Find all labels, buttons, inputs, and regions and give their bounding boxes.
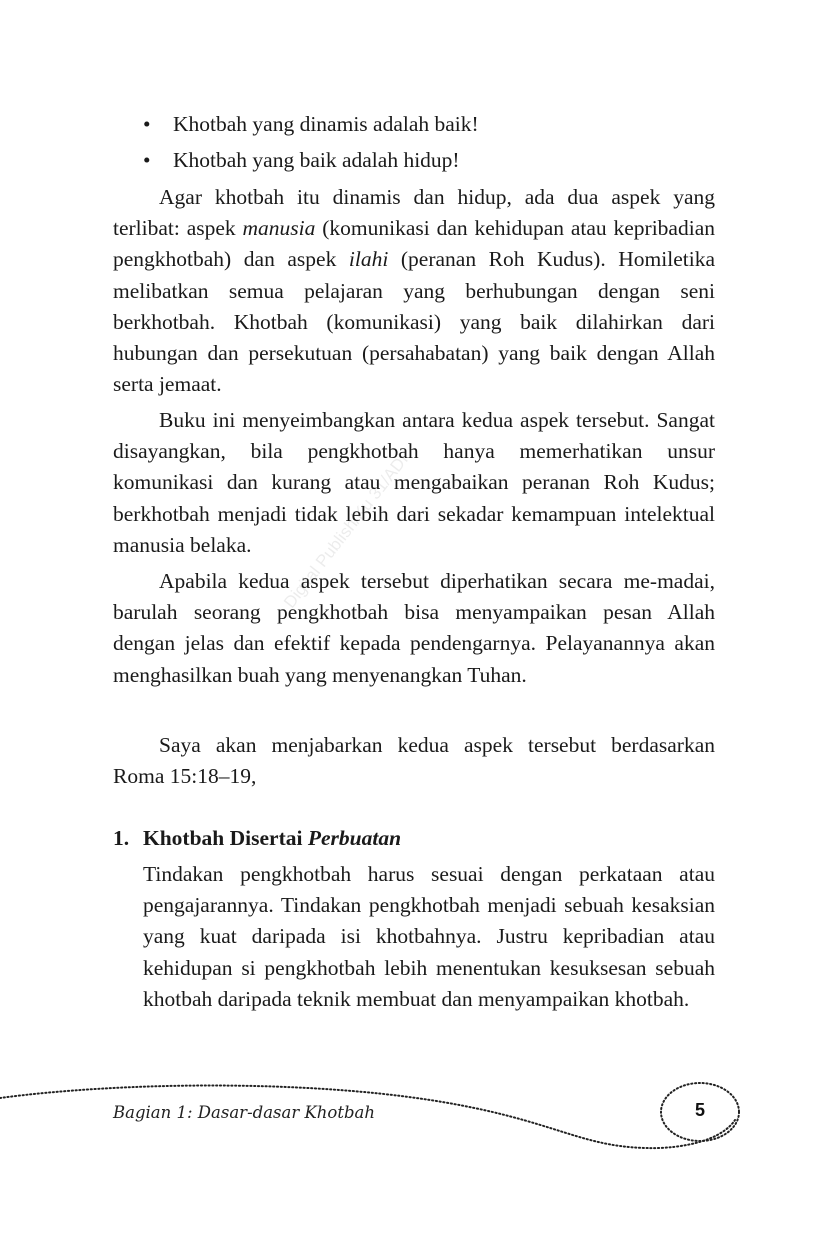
emphasis-manusia: manusia xyxy=(242,216,316,241)
page-number: 5 xyxy=(694,1100,705,1120)
bullet-list xyxy=(113,106,715,178)
section-title: Khotbah Disertai xyxy=(143,826,308,850)
paragraph-roma xyxy=(113,730,715,792)
paragraph-effective: Apabila kedua aspek tersebut diperhatikan secara me-madai, barulah seorang pengkhotbah bisa menyampaikan pesan Allah dengan jelas dan efektif kepada pendengarnya. Pelayanannya akan menghasilkan buah yang menyenangkan Tuhan. xyxy=(113,569,715,687)
bullet-icon: • xyxy=(143,148,151,172)
text-line: Roma 15:18–19, xyxy=(113,764,257,789)
paragraph-aspects xyxy=(113,182,715,400)
text-run: (peranan Roh Kudus). Homiletika melibatkan semua pelajaran yang berhubungan dengan seni berkhotbah. Khotbah (komunikasi) yang baik dilahirkan dari hubungan dan persekutuan (persahabatan) yang baik dengan Allah serta jemaat. xyxy=(113,247,715,397)
bullet-item xyxy=(113,142,715,178)
watermark: Digital Publish/Ku 31/ADI xyxy=(280,450,412,612)
bullet-text: Khotbah yang baik adalah hidup! xyxy=(173,148,460,172)
paragraph-balance: Buku ini menyeimbangkan antara kedua aspek tersebut. Sangat disayangkan, bila pengkhotbah hanya memerhatikan unsur komunikasi dan kurang atau mengabaikan peranan Roh Kudus; berkhotbah menjadi tidak lebih dari sekadar kemampuan intelektual manusia belaka. xyxy=(113,408,715,557)
section-title-italic: Perbuatan xyxy=(307,826,402,850)
text-line: Saya akan menjabarkan kedua aspek tersebut berdasarkan xyxy=(159,733,715,757)
text-run: (komunikasi dan kehidupan atau kepribadian pengkhotbah) dan aspek xyxy=(113,216,715,272)
emphasis-ilahi: ilahi xyxy=(348,247,389,272)
bullet-icon: • xyxy=(143,112,151,136)
bullet-text: Khotbah yang dinamis adalah baik! xyxy=(173,112,479,136)
text-run: Agar khotbah itu dinamis dan hidup, ada dua aspek yang terlibat: aspek xyxy=(113,185,715,241)
running-title: Bagian 1: Dasar-dasar Khotbah xyxy=(113,1103,376,1122)
section-body: Tindakan pengkhotbah harus sesuai dengan perkataan atau pengajarannya. Tindakan pengkhotbah menjadi sebuah kesaksian yang kuat daripada isi khotbahnya. Justru kepribadian atau kehidupan si pengkhotbah lebih menentukan kesuksesan sebuah khotbah daripada teknik membuat dan menyampaikan khotbah. xyxy=(143,862,715,1011)
section-number: 1. xyxy=(113,826,130,850)
bullet-item xyxy=(113,106,715,142)
section-heading xyxy=(113,823,715,854)
